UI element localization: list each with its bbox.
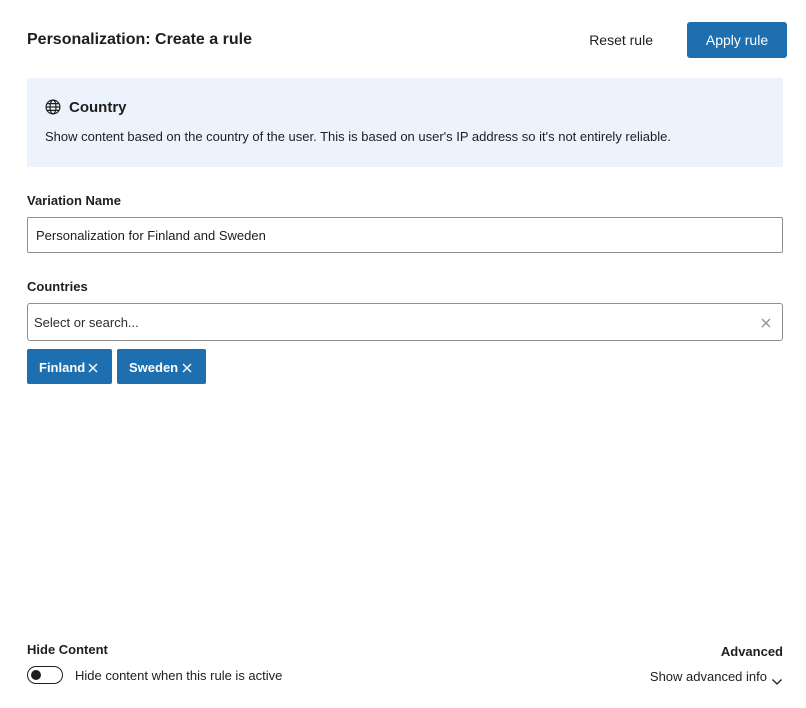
variation-name-input[interactable] [27, 217, 783, 253]
apply-rule-button[interactable]: Apply rule [687, 22, 787, 58]
show-advanced-info-button[interactable] [650, 669, 783, 684]
chip-label: Sweden [129, 360, 179, 375]
page-title: Personalization: Create a rule [27, 31, 252, 48]
hide-content-label: Hide Content [27, 642, 108, 657]
variation-name-label: Variation Name [27, 193, 121, 208]
toggle-knob [31, 670, 41, 680]
globe-icon [45, 99, 61, 115]
countries-label: Countries [27, 279, 88, 294]
rule-type-description: Show content based on the country of the user. This is based on user's IP address so it's not entirely reliable. [45, 129, 671, 144]
country-chip-finland[interactable] [27, 349, 112, 384]
remove-icon[interactable] [88, 361, 98, 371]
country-chip-sweden[interactable] [117, 349, 206, 384]
hide-content-toggle[interactable] [27, 666, 63, 684]
reset-rule-button[interactable]: Reset rule [589, 32, 653, 48]
chevron-down-icon [771, 674, 783, 682]
countries-select[interactable] [27, 303, 783, 341]
chip-label: Finland [39, 360, 86, 375]
advanced-heading: Advanced [720, 644, 783, 659]
clear-icon[interactable] [760, 316, 772, 328]
remove-icon[interactable] [182, 361, 192, 371]
rule-info-notice [27, 78, 783, 167]
header [27, 22, 787, 58]
variation-name-value: Personalization for Finland and Sweden [36, 228, 266, 243]
show-advanced-info-label: Show advanced info [649, 669, 767, 684]
rule-type-title: Country [69, 99, 127, 116]
countries-placeholder: Select or search... [34, 315, 139, 330]
hide-content-toggle-label[interactable]: Hide content when this rule is active [75, 668, 283, 683]
